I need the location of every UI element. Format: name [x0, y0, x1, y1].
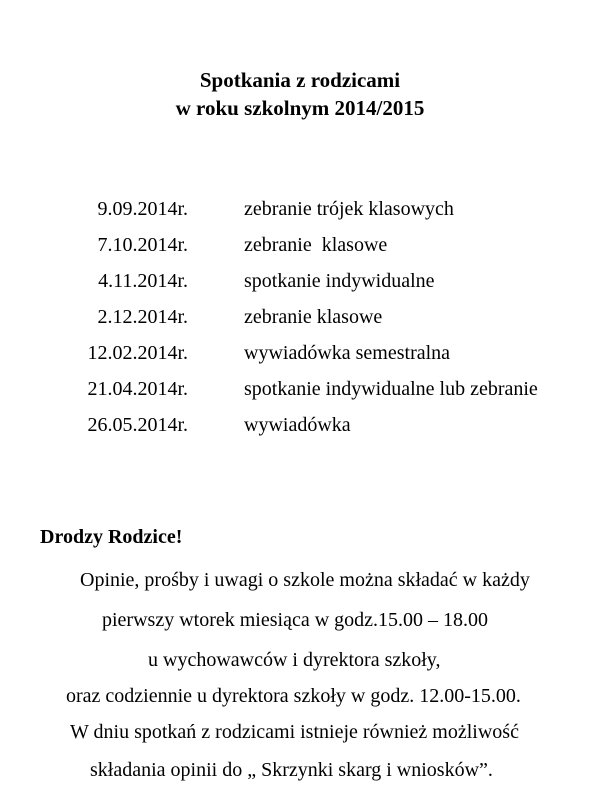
meeting-date: 7.10.2014r.: [97, 234, 188, 256]
meeting-event: spotkanie indywidualne lub zebranie: [244, 378, 538, 400]
meeting-event: zebranie klasowe: [244, 234, 388, 256]
message-line: Opinie, prośby i uwagi o szkole można składać w każdy: [80, 569, 530, 591]
schedule-row: [0, 299, 600, 335]
meeting-event: zebranie trójek klasowych: [244, 198, 454, 220]
meeting-date: 12.02.2014r.: [87, 342, 188, 364]
meeting-schedule: [0, 191, 600, 443]
message-line: oraz codziennie u dyrektora szkoły w godz. 12.00-15.00.: [66, 685, 521, 707]
meeting-date: 9.09.2014r.: [97, 198, 188, 220]
message-line: W dniu spotkań z rodzicami istnieje również możliwość: [70, 721, 519, 743]
meeting-date: 26.05.2014r.: [87, 414, 188, 436]
message-line: pierwszy wtorek miesiąca w godz.15.00 – 18.00: [102, 609, 489, 631]
meeting-event: spotkanie indywidualne: [244, 270, 435, 292]
schedule-row: [0, 335, 600, 371]
schedule-row: [0, 407, 600, 443]
meeting-event: zebranie klasowe: [244, 306, 383, 328]
meeting-date: 21.04.2014r.: [87, 378, 188, 400]
schedule-row: [0, 371, 600, 407]
schedule-row: [0, 227, 600, 263]
schedule-row: [0, 191, 600, 227]
message-line: u wychowawców i dyrektora szkoły,: [148, 649, 441, 671]
meeting-date: 2.12.2014r.: [97, 306, 188, 328]
page-title-line-1: Spotkania z rodzicami: [199, 68, 401, 92]
message-line: składania opinii do „ Skrzynki skarg i wniosków”.: [90, 759, 493, 781]
meeting-event: wywiadówka: [244, 414, 351, 436]
schedule-row: [0, 263, 600, 299]
meeting-date: 4.11.2014r.: [98, 270, 188, 292]
page-title-line-2: w roku szkolnym 2014/2015: [175, 96, 425, 120]
greeting-heading: Drodzy Rodzice!: [40, 526, 183, 548]
meeting-event: wywiadówka semestralna: [244, 342, 451, 364]
